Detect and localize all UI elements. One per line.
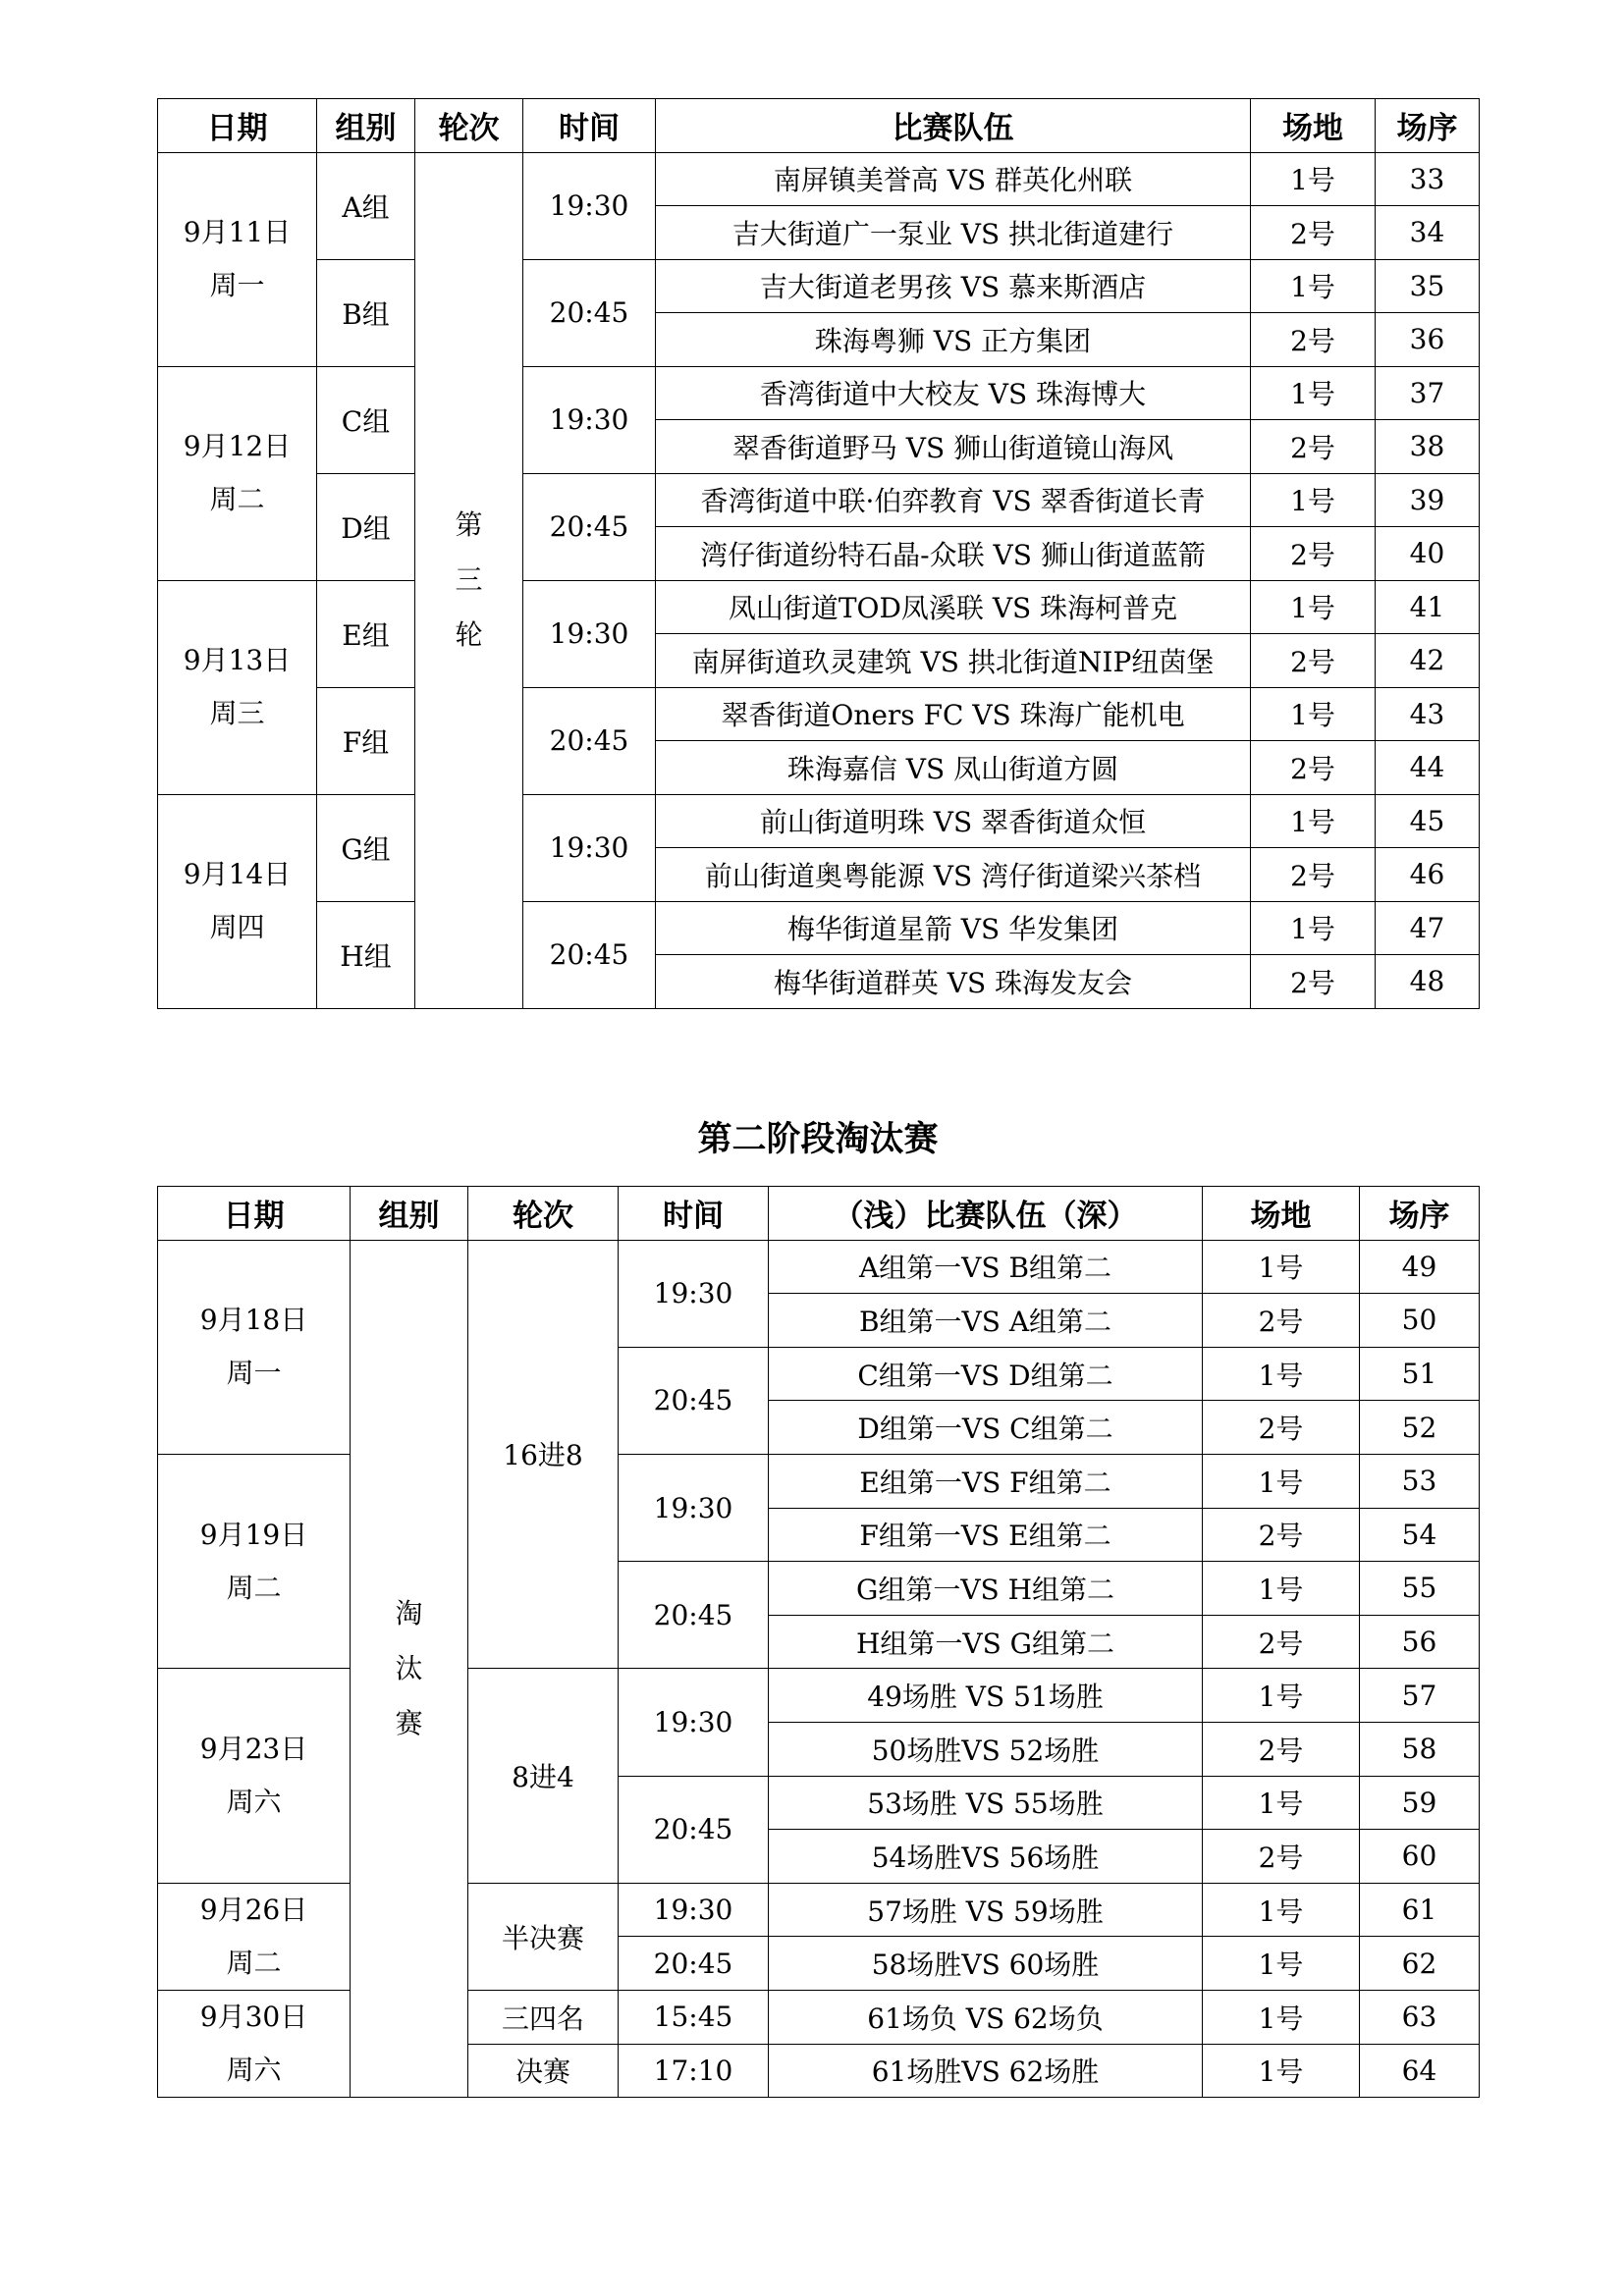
match-no-cell: 61 xyxy=(1360,1883,1480,1937)
match-no-cell: 46 xyxy=(1376,848,1480,902)
match-no-cell: 35 xyxy=(1376,259,1480,313)
venue-cell: 1号 xyxy=(1203,1669,1360,1723)
header-teams: （浅）比赛队伍（深） xyxy=(769,1187,1203,1241)
group-cell: F组 xyxy=(317,687,415,794)
teams-cell: 49场胜 VS 51场胜 xyxy=(769,1669,1203,1723)
time-cell: 20:45 xyxy=(523,473,656,580)
time-cell: 20:45 xyxy=(619,1937,769,1991)
table-row xyxy=(158,366,1480,420)
time-cell: 20:45 xyxy=(523,687,656,794)
match-no-cell: 59 xyxy=(1360,1776,1480,1830)
teams-cell: 凤山街道TOD凤溪联 VS 珠海柯普克 xyxy=(656,580,1251,634)
teams-cell: 香湾街道中联·伯弈教育 VS 翠香街道长青 xyxy=(656,473,1251,527)
teams-cell: C组第一VS D组第二 xyxy=(769,1347,1203,1401)
match-no-cell: 34 xyxy=(1376,206,1480,260)
time-cell: 17:10 xyxy=(619,2044,769,2098)
teams-cell: 湾仔街道纷特石晶-众联 VS 狮山街道蓝箭 xyxy=(656,527,1251,581)
teams-cell: F组第一VS E组第二 xyxy=(769,1508,1203,1562)
date-cell: 9月12日 周二 xyxy=(158,366,317,580)
header-time: 时间 xyxy=(619,1187,769,1241)
group-cell: C组 xyxy=(317,366,415,473)
table-row xyxy=(158,259,1480,313)
teams-cell: B组第一VS A组第二 xyxy=(769,1294,1203,1348)
header-group: 组别 xyxy=(351,1187,468,1241)
time-cell: 19:30 xyxy=(523,152,656,259)
match-no-cell: 40 xyxy=(1376,527,1480,581)
table-row xyxy=(158,901,1480,955)
teams-cell: 南屏镇美誉高 VS 群英化州联 xyxy=(656,152,1251,206)
table-header-row xyxy=(158,99,1480,153)
match-no-cell: 43 xyxy=(1376,687,1480,741)
group-cell: H组 xyxy=(317,901,415,1008)
time-cell: 20:45 xyxy=(619,1347,769,1454)
round-cell: 16进8 xyxy=(468,1240,619,1669)
header-date: 日期 xyxy=(158,99,317,153)
table-row xyxy=(158,473,1480,527)
date-cell: 9月18日 周一 xyxy=(158,1240,351,1454)
teams-cell: D组第一VS C组第二 xyxy=(769,1401,1203,1455)
group-cell: E组 xyxy=(317,580,415,687)
venue-cell: 2号 xyxy=(1251,634,1376,688)
teams-cell: H组第一VS G组第二 xyxy=(769,1615,1203,1669)
table-row xyxy=(158,580,1480,634)
venue-cell: 1号 xyxy=(1203,1776,1360,1830)
table-row xyxy=(158,687,1480,741)
venue-cell: 2号 xyxy=(1251,527,1376,581)
time-cell: 19:30 xyxy=(523,580,656,687)
venue-cell: 2号 xyxy=(1203,1830,1360,1884)
round-cell: 三四名 xyxy=(468,1990,619,2044)
venue-cell: 2号 xyxy=(1203,1508,1360,1562)
time-cell: 19:30 xyxy=(619,1669,769,1776)
venue-cell: 2号 xyxy=(1251,848,1376,902)
teams-cell: 57场胜 VS 59场胜 xyxy=(769,1883,1203,1937)
knockout-section-title: 第二阶段淘汰赛 xyxy=(697,1119,939,1159)
venue-cell: 2号 xyxy=(1251,420,1376,474)
header-venue: 场地 xyxy=(1251,99,1376,153)
match-no-cell: 53 xyxy=(1360,1454,1480,1508)
venue-cell: 1号 xyxy=(1251,794,1376,848)
round3-schedule-table xyxy=(157,98,1480,1009)
time-cell: 19:30 xyxy=(619,1454,769,1561)
venue-cell: 1号 xyxy=(1203,1454,1360,1508)
venue-cell: 1号 xyxy=(1251,580,1376,634)
teams-cell: 58场胜VS 60场胜 xyxy=(769,1937,1203,1991)
time-cell: 15:45 xyxy=(619,1990,769,2044)
teams-cell: 61场胜VS 62场胜 xyxy=(769,2044,1203,2098)
date-cell: 9月30日 周六 xyxy=(158,1990,351,2097)
header-time: 时间 xyxy=(523,99,656,153)
date-cell: 9月14日 周四 xyxy=(158,794,317,1008)
match-no-cell: 42 xyxy=(1376,634,1480,688)
date-cell: 9月13日 周三 xyxy=(158,580,317,794)
venue-cell: 2号 xyxy=(1251,955,1376,1009)
match-no-cell: 62 xyxy=(1360,1937,1480,1991)
header-group: 组别 xyxy=(317,99,415,153)
header-round: 轮次 xyxy=(468,1187,619,1241)
date-cell: 9月26日 周二 xyxy=(158,1883,351,1990)
venue-cell: 1号 xyxy=(1203,1240,1360,1294)
match-no-cell: 41 xyxy=(1376,580,1480,634)
venue-cell: 2号 xyxy=(1251,313,1376,367)
table-row xyxy=(158,1240,1480,1294)
teams-cell: 梅华街道星箭 VS 华发集团 xyxy=(656,901,1251,955)
match-no-cell: 56 xyxy=(1360,1615,1480,1669)
teams-cell: 珠海嘉信 VS 凤山街道方圆 xyxy=(656,741,1251,795)
venue-cell: 1号 xyxy=(1203,1990,1360,2044)
match-no-cell: 48 xyxy=(1376,955,1480,1009)
match-no-cell: 37 xyxy=(1376,366,1480,420)
venue-cell: 1号 xyxy=(1203,1883,1360,1937)
match-no-cell: 54 xyxy=(1360,1508,1480,1562)
venue-cell: 1号 xyxy=(1251,152,1376,206)
teams-cell: G组第一VS H组第二 xyxy=(769,1562,1203,1616)
match-no-cell: 44 xyxy=(1376,741,1480,795)
time-cell: 20:45 xyxy=(619,1562,769,1669)
venue-cell: 1号 xyxy=(1251,366,1376,420)
match-no-cell: 49 xyxy=(1360,1240,1480,1294)
group-cell: B组 xyxy=(317,259,415,366)
group-cell: 淘 汰 赛 xyxy=(351,1240,468,2098)
time-cell: 19:30 xyxy=(619,1883,769,1937)
teams-cell: 香湾街道中大校友 VS 珠海博大 xyxy=(656,366,1251,420)
teams-cell: 53场胜 VS 55场胜 xyxy=(769,1776,1203,1830)
teams-cell: 61场负 VS 62场负 xyxy=(769,1990,1203,2044)
table-header-row xyxy=(158,1187,1480,1241)
venue-cell: 1号 xyxy=(1203,2044,1360,2098)
round-cell: 决赛 xyxy=(468,2044,619,2098)
venue-cell: 1号 xyxy=(1251,687,1376,741)
teams-cell: 前山街道奥粤能源 VS 湾仔街道梁兴茶档 xyxy=(656,848,1251,902)
group-cell: A组 xyxy=(317,152,415,259)
teams-cell: 前山街道明珠 VS 翠香街道众恒 xyxy=(656,794,1251,848)
match-no-cell: 60 xyxy=(1360,1830,1480,1884)
teams-cell: 翠香街道野马 VS 狮山街道镜山海风 xyxy=(656,420,1251,474)
venue-cell: 1号 xyxy=(1203,1562,1360,1616)
time-cell: 20:45 xyxy=(523,259,656,366)
venue-cell: 2号 xyxy=(1203,1615,1360,1669)
date-cell: 9月23日 周六 xyxy=(158,1669,351,1883)
date-cell: 9月19日 周二 xyxy=(158,1454,351,1668)
teams-cell: E组第一VS F组第二 xyxy=(769,1454,1203,1508)
match-no-cell: 63 xyxy=(1360,1990,1480,2044)
match-no-cell: 55 xyxy=(1360,1562,1480,1616)
match-no-cell: 64 xyxy=(1360,2044,1480,2098)
match-no-cell: 57 xyxy=(1360,1669,1480,1723)
teams-cell: 梅华街道群英 VS 珠海发友会 xyxy=(656,955,1251,1009)
teams-cell: 南屏街道玖灵建筑 VS 拱北街道NIP纽茵堡 xyxy=(656,634,1251,688)
match-no-cell: 47 xyxy=(1376,901,1480,955)
header-match-no: 场序 xyxy=(1360,1187,1480,1241)
venue-cell: 1号 xyxy=(1251,473,1376,527)
group-cell: G组 xyxy=(317,794,415,901)
time-cell: 19:30 xyxy=(619,1240,769,1347)
match-no-cell: 58 xyxy=(1360,1722,1480,1776)
venue-cell: 1号 xyxy=(1203,1347,1360,1401)
teams-cell: 珠海粤狮 VS 正方集团 xyxy=(656,313,1251,367)
teams-cell: 吉大街道老男孩 VS 慕来斯酒店 xyxy=(656,259,1251,313)
venue-cell: 2号 xyxy=(1251,741,1376,795)
teams-cell: 54场胜VS 56场胜 xyxy=(769,1830,1203,1884)
table-row xyxy=(158,794,1480,848)
venue-cell: 2号 xyxy=(1203,1294,1360,1348)
time-cell: 19:30 xyxy=(523,794,656,901)
match-no-cell: 45 xyxy=(1376,794,1480,848)
venue-cell: 2号 xyxy=(1251,206,1376,260)
match-no-cell: 52 xyxy=(1360,1401,1480,1455)
table-row xyxy=(158,152,1480,206)
match-no-cell: 51 xyxy=(1360,1347,1480,1401)
match-no-cell: 33 xyxy=(1376,152,1480,206)
header-date: 日期 xyxy=(158,1187,351,1241)
group-cell: D组 xyxy=(317,473,415,580)
round-cell: 第 三 轮 xyxy=(415,152,523,1008)
teams-cell: 吉大街道广一泵业 VS 拱北街道建行 xyxy=(656,206,1251,260)
venue-cell: 1号 xyxy=(1203,1937,1360,1991)
venue-cell: 1号 xyxy=(1251,901,1376,955)
header-teams: 比赛队伍 xyxy=(656,99,1251,153)
knockout-schedule-table xyxy=(157,1186,1480,2098)
header-match-no: 场序 xyxy=(1376,99,1480,153)
time-cell: 19:30 xyxy=(523,366,656,473)
round-cell: 半决赛 xyxy=(468,1883,619,1990)
time-cell: 20:45 xyxy=(619,1776,769,1883)
header-venue: 场地 xyxy=(1203,1187,1360,1241)
match-no-cell: 36 xyxy=(1376,313,1480,367)
date-cell: 9月11日 周一 xyxy=(158,152,317,366)
teams-cell: A组第一VS B组第二 xyxy=(769,1240,1203,1294)
round-cell: 8进4 xyxy=(468,1669,619,1883)
venue-cell: 2号 xyxy=(1203,1401,1360,1455)
venue-cell: 1号 xyxy=(1251,259,1376,313)
match-no-cell: 50 xyxy=(1360,1294,1480,1348)
teams-cell: 翠香街道Oners FC VS 珠海广能机电 xyxy=(656,687,1251,741)
match-no-cell: 38 xyxy=(1376,420,1480,474)
match-no-cell: 39 xyxy=(1376,473,1480,527)
header-round: 轮次 xyxy=(415,99,523,153)
teams-cell: 50场胜VS 52场胜 xyxy=(769,1722,1203,1776)
time-cell: 20:45 xyxy=(523,901,656,1008)
venue-cell: 2号 xyxy=(1203,1722,1360,1776)
